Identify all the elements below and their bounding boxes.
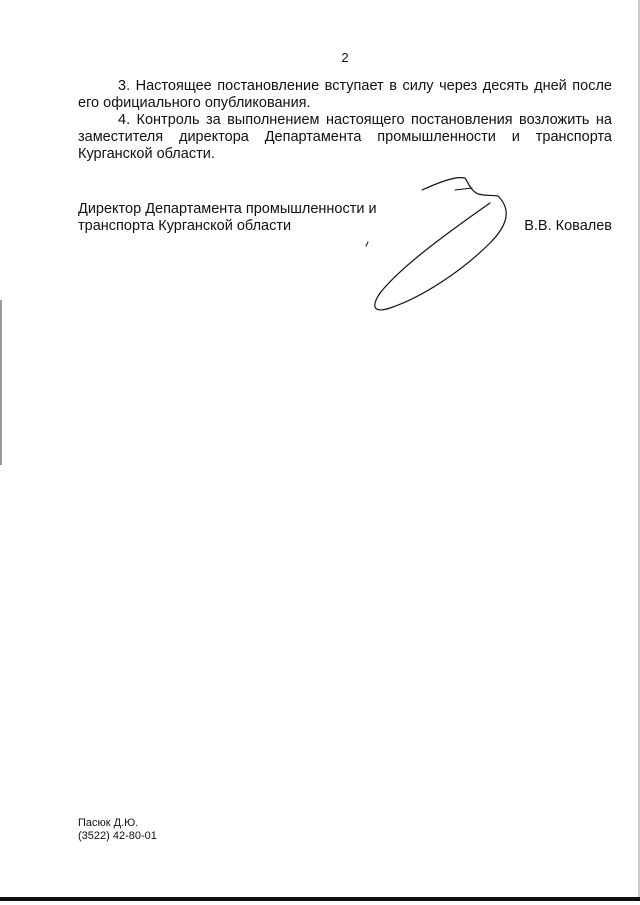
signatory-name: В.В. Ковалев (524, 218, 612, 234)
executor-name: Пасюк Д.Ю. (78, 817, 139, 829)
executor-footer (78, 817, 157, 843)
page-number: 2 (341, 50, 349, 65)
signature-tick-stroke (366, 242, 368, 246)
signatory-title-line-1: Директор Департамента промышленности и (78, 201, 377, 217)
scan-edge-mark-left (0, 300, 2, 465)
signature-top-stroke (422, 178, 498, 196)
document-body (78, 78, 612, 163)
signature-dash-stroke (455, 188, 472, 190)
executor-phone: (3522) 42-80-01 (78, 830, 157, 842)
paragraph-3: 3. Настоящее постановление вступает в силу через десять дней после его официального опубликования. (78, 78, 612, 111)
handwritten-signature (360, 168, 530, 318)
signatory-title-line-2: транспорта Курганской области (78, 218, 292, 234)
signature-loop-stroke (375, 196, 506, 310)
paragraph-4: 4. Контроль за выполнением настоящего постановления возложить на заместителя директора Департамента промышленности и транспорта Курганской области. (78, 112, 612, 162)
scan-bottom-edge (0, 897, 640, 901)
signature-block (78, 201, 612, 235)
